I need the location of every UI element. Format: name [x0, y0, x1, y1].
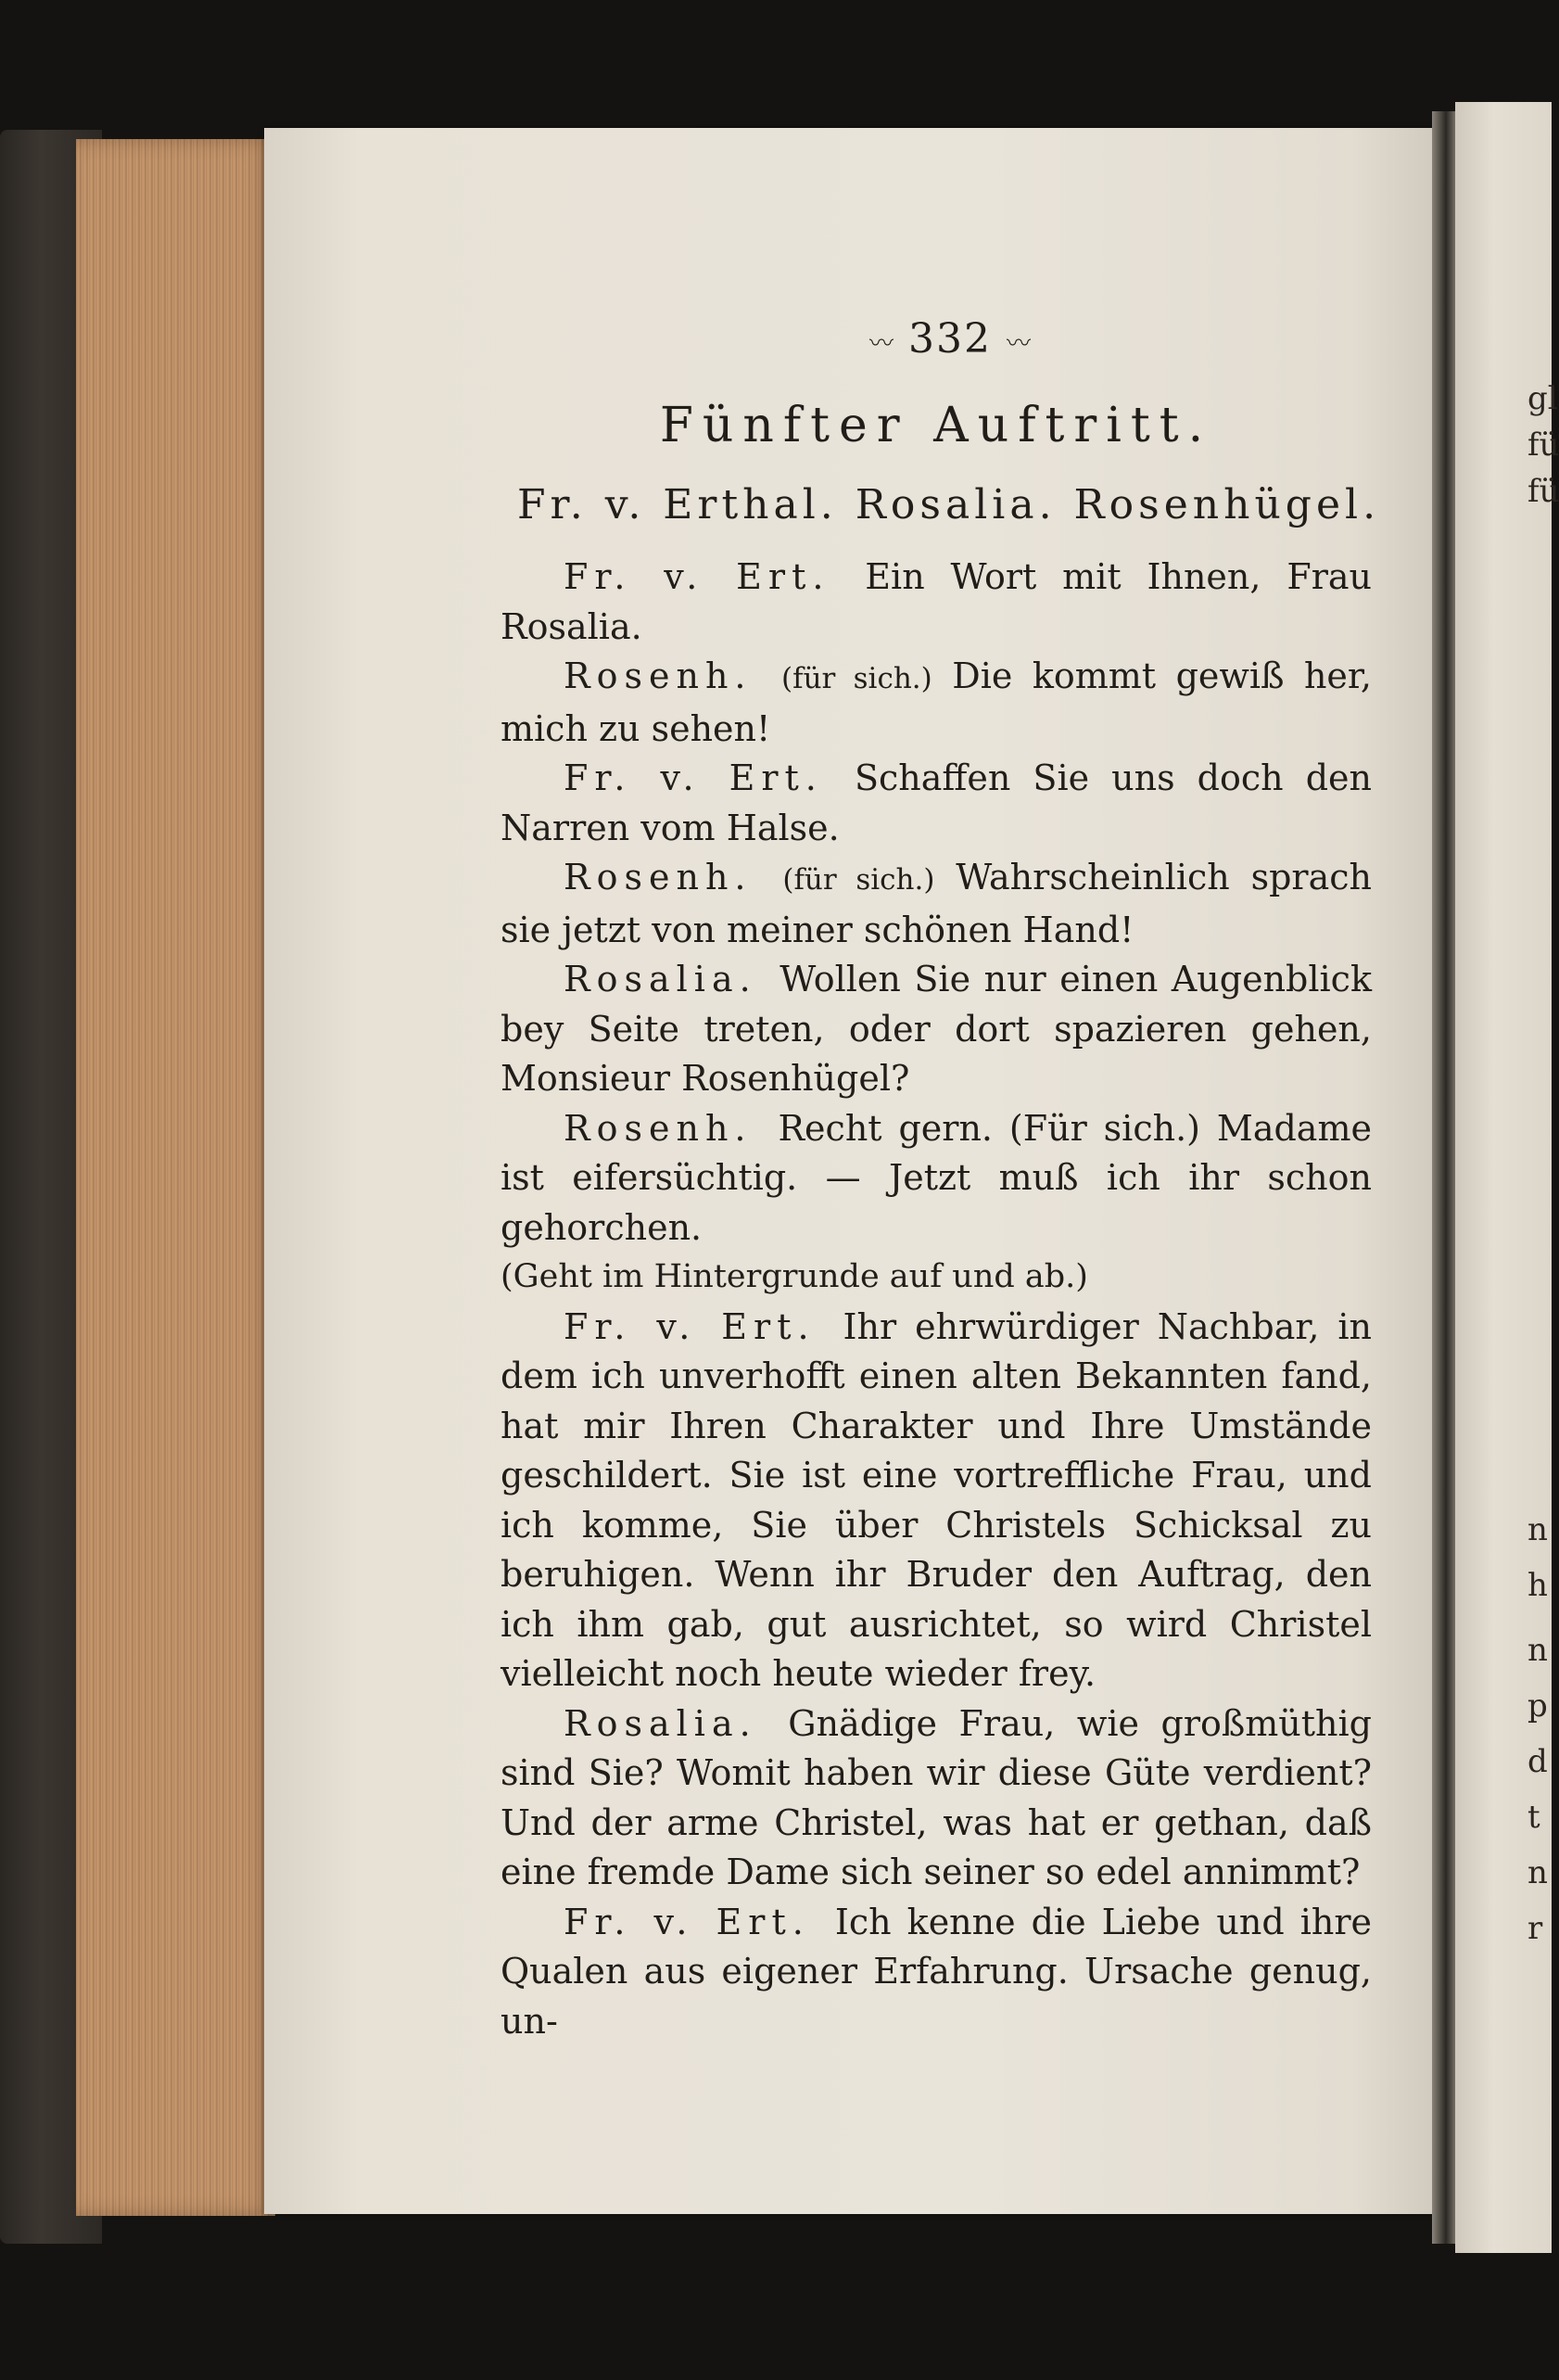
dialogue-text: Gnädige Frau, wie großmüthig sind Sie? Womit haben wir diese Güte verdient? Und der arme Christel, was hat er gethan, daß eine fremde Dame sich seiner so edel annimmt?	[501, 1702, 1372, 1892]
facing-page-fragment: fü	[1527, 426, 1559, 464]
dialogue-paragraph	[501, 1303, 1372, 1699]
dialogue-text: Ich kenne die Liebe und ihre Qualen aus eigener Erfahrung. Ursache genug, un-	[501, 1901, 1372, 2042]
dialogue-paragraph	[501, 553, 1372, 652]
page-number	[501, 315, 1372, 363]
speaker-name: Fr. v. Ert.	[564, 1901, 810, 1942]
dialogue-text: Ein Wort mit Ihnen, Frau Rosalia.	[501, 556, 1372, 647]
stage-direction: (für sich.)	[781, 662, 932, 695]
facing-page-fragment: n	[1527, 1854, 1548, 1891]
dialogue-paragraph	[501, 853, 1372, 955]
speaker-name: Rosalia.	[564, 959, 757, 999]
cast-list: Fr. v. Erthal. Rosalia. Rosenhügel.	[517, 481, 1381, 528]
dialogue-text: Recht gern. (Für sich.) Madame ist eifersüchtig. — Jetzt muß ich ihr schon gehorchen.	[501, 1107, 1372, 1248]
speaker-name: Fr. v. Ert.	[564, 757, 823, 798]
dialogue-text: Wahrscheinlich sprach sie jetzt von meiner schönen Hand!	[501, 857, 1372, 950]
dialogue-paragraph	[501, 1104, 1372, 1254]
dialogue-paragraph	[501, 754, 1372, 853]
facing-page-fragment: gl	[1527, 380, 1558, 417]
facing-page-fragment: d	[1527, 1743, 1548, 1780]
facing-page-fragment: t	[1527, 1799, 1540, 1836]
facing-page-fragment: h	[1527, 1567, 1548, 1604]
speaker-name: Rosenh.	[564, 655, 753, 696]
facing-page-fragment: p	[1527, 1687, 1548, 1725]
speaker-name: Fr. v. Ert.	[564, 1305, 816, 1347]
ornament-left: 〰	[868, 330, 894, 358]
facing-page-fragment: n	[1527, 1511, 1548, 1548]
dialogue-paragraph	[501, 1699, 1372, 1898]
ornament-right: 〰	[1006, 330, 1031, 358]
dialogue-paragraph	[501, 652, 1372, 754]
speaker-name: Rosenh.	[564, 857, 753, 897]
page-block-edge	[76, 139, 275, 2216]
scene-heading: Fünfter Auftritt.	[659, 398, 1213, 453]
stage-direction: (für sich.)	[782, 863, 935, 897]
dialogue-paragraph	[501, 1898, 1372, 2047]
dialogue-text: Wollen Sie nur einen Augenblick bey Seite treten, oder dort spazieren gehen, Monsieur Rosenhügel?	[501, 959, 1372, 1099]
facing-page-fragment: fü	[1527, 473, 1559, 510]
page-number-value: 332	[908, 315, 992, 363]
speaker-name: Rosalia.	[564, 1702, 757, 1744]
page-text	[501, 315, 1381, 2046]
facing-page-fragment: r	[1527, 1910, 1543, 1947]
dialogue-text: Schaffen Sie uns doch den Narren vom Halse.	[501, 757, 1372, 848]
facing-page-edge	[1455, 102, 1559, 2253]
dialogue-text: Die kommt gewiß her, mich zu sehen!	[501, 655, 1372, 749]
speaker-name: Rosenh.	[564, 1107, 753, 1149]
stage-direction-line: (Geht im Hintergrunde auf und ab.)	[501, 1258, 1088, 1295]
facing-page-fragment: n	[1527, 1632, 1548, 1669]
dialogue-text: Ihr ehrwürdiger Nachbar, in dem ich unverhofft einen alten Bekannten fand, hat mir Ihren Charakter und Ihre Umstände geschildert. Sie ist eine vortreffliche Frau, und ich komme, Sie über Christels Schicksal zu beruhigen. Wenn ihr Bruder den Auftrag, den ich ihm gab, gut ausrichtet, so wird Christel vielleicht noch heute wieder frey.	[501, 1305, 1372, 1694]
speaker-name: Fr. v. Ert.	[564, 556, 830, 597]
dialogue-paragraph	[501, 955, 1372, 1104]
